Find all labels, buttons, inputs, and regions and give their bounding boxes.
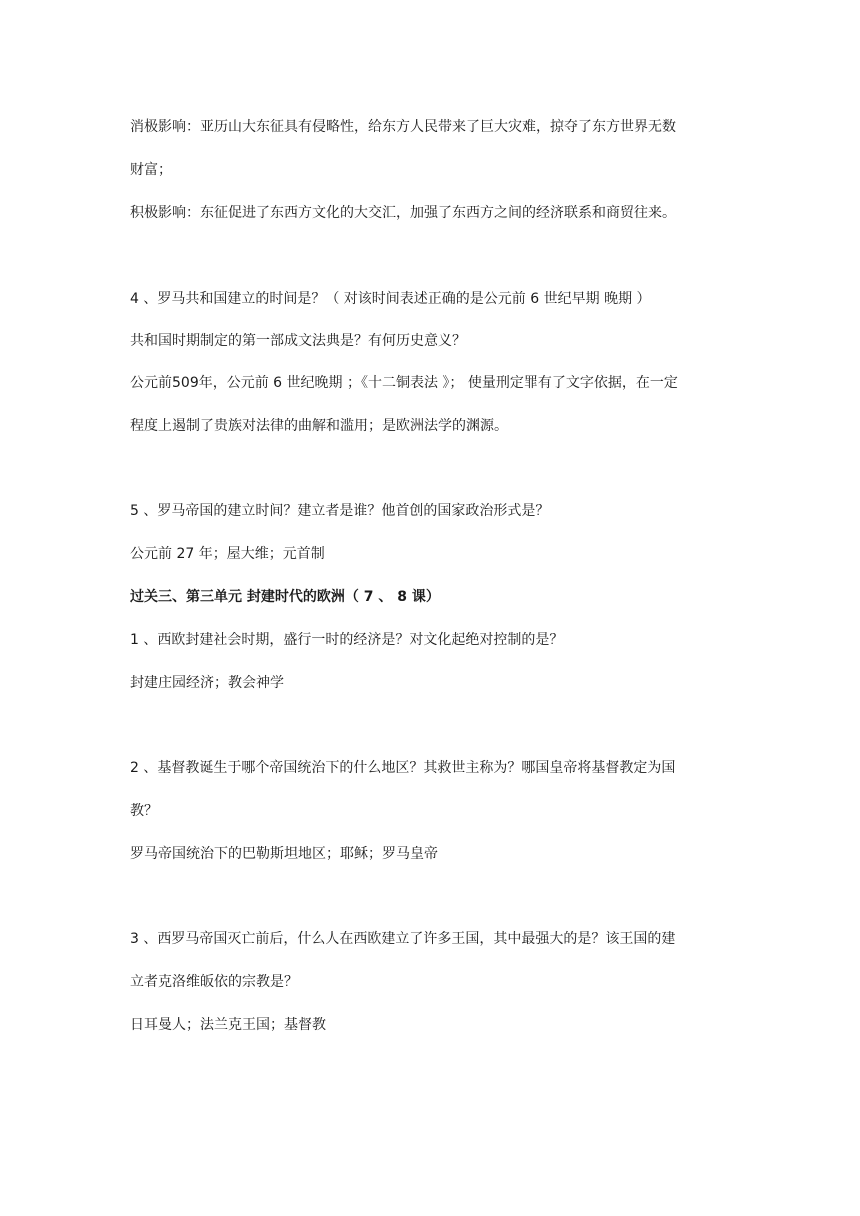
section-3-question-1: 1 、西欧封建社会时期，盛行一时的经济是？对文化起绝对控制的是？: [130, 632, 564, 648]
answer-5: 公元前 27 年；屋大维；元首制: [130, 546, 325, 562]
question-4-line-2: 共和国时期制定的第一部成文法典是？有何历史意义？: [130, 333, 466, 349]
section-3-question-2-line-1: 2 、基督教诞生于哪个帝国统治下的什么地区？其救世主称为？哪国皇帝将基督教定为国: [130, 760, 676, 776]
section-3-question-2-line-2: 教？: [130, 803, 158, 819]
section-3-question-3-line-2: 立者克洛维皈依的宗教是？: [130, 974, 298, 990]
question-5: 5 、罗马帝国的建立时间？建立者是谁？他首创的国家政治形式是？: [130, 503, 550, 519]
negative-impact-line-1: 消极影响：亚历山大东征具有侵略性，给东方人民带来了巨大灾难，掠夺了东方世界无数: [130, 119, 676, 135]
section-3-answer-2: 罗马帝国统治下的巴勒斯坦地区；耶稣；罗马皇帝: [130, 846, 438, 862]
section-3-question-3-line-1: 3 、西罗马帝国灭亡前后，什么人在西欧建立了许多王国，其中最强大的是？该王国的建: [130, 931, 676, 947]
negative-impact-line-2: 财富；: [130, 162, 172, 178]
positive-impact-line: 积极影响：东征促进了东西方文化的大交汇，加强了东西方之间的经济联系和商贸往来。: [130, 205, 676, 221]
answer-4-line-1: 公元前509年，公元前 6 世纪晚期 ；《十二铜表法 》； 使量刑定罪有了文字依据，在一定: [130, 375, 678, 391]
section-3-answer-3: 日耳曼人；法兰克王国；基督教: [130, 1017, 326, 1033]
section-3-heading: 过关三、第三单元 封建时代的欧洲（ 7 、 8 课）: [130, 589, 440, 605]
answer-4-line-2: 程度上遏制了贵族对法律的曲解和滥用；是欧洲法学的渊源。: [130, 418, 508, 434]
question-4-line-1: 4 、罗马共和国建立的时间是？（ 对该时间表述正确的是公元前 6 世纪早期 晚期 ）: [130, 291, 651, 307]
section-3-answer-1: 封建庄园经济；教会神学: [130, 675, 284, 691]
